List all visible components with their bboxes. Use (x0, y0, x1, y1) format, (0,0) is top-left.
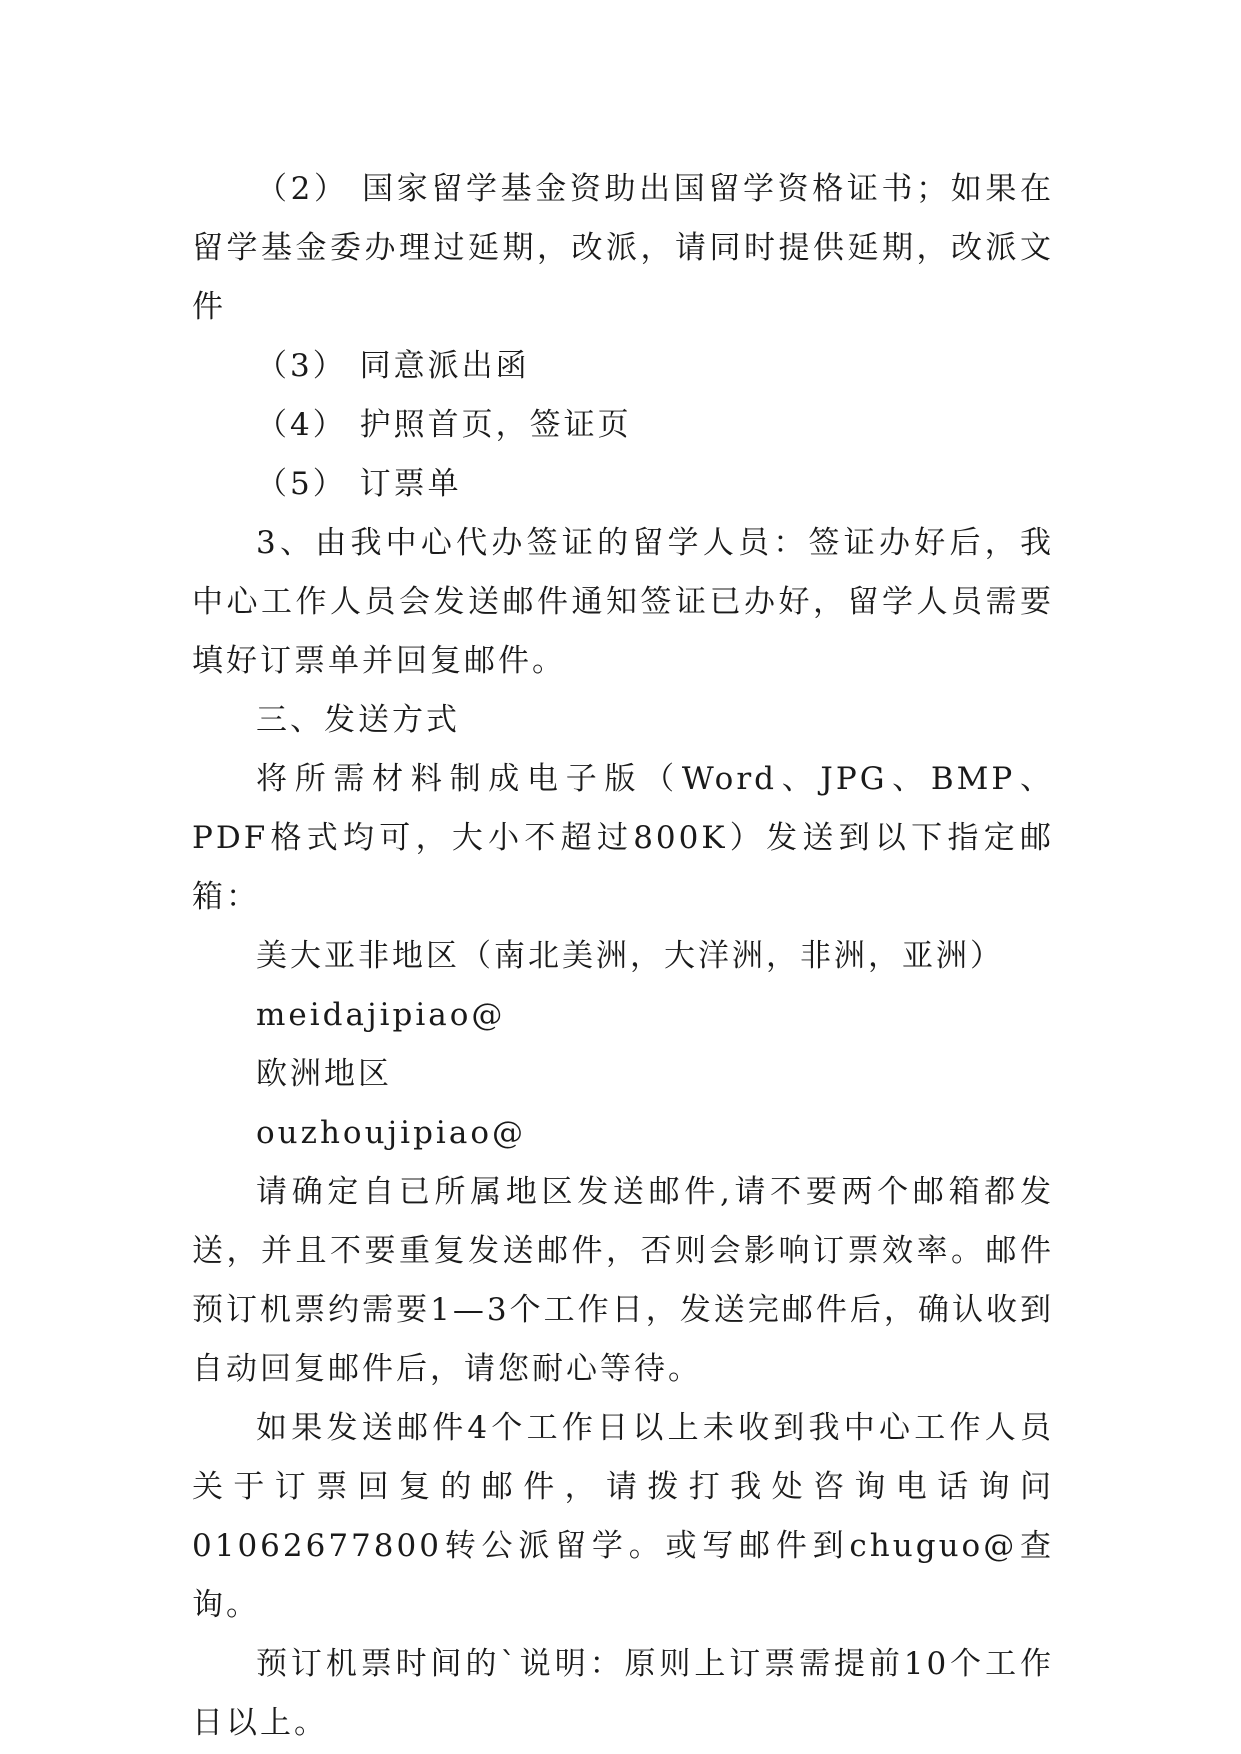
paragraph-section-3: 3、由我中心代办签证的留学人员：签证办好后，我中心工作人员会发送邮件通知签证已办好，留学人员需要填好订票单并回复邮件。 (192, 525, 1054, 679)
paragraph-instructions: 请确定自已所属地区发送邮件,请不要两个邮箱都发送，并且不要重复发送邮件，否则会影响订票效率。邮件预订机票约需要1—3个工作日，发送完邮件后，确认收到自动回复邮件后，请您耐心等待。 (192, 1174, 1054, 1387)
region-americas-asia-africa: 美大亚非地区（南北美洲，大洋洲，非洲，亚洲） (256, 938, 1004, 974)
paragraph-item-5: （5） 订票单 (256, 466, 462, 502)
paragraph-booking-time: 预订机票时间的`说明：原则上订票需提前10个工作日以上。 (192, 1646, 1054, 1741)
paragraph-item-4: （4） 护照首页，签证页 (256, 407, 632, 443)
email-meidajipiao: meidajipiao@ (256, 997, 506, 1033)
document-body (192, 160, 1054, 1753)
region-europe: 欧洲地区 (256, 1056, 392, 1092)
paragraph-item-3: （3） 同意派出函 (256, 348, 530, 384)
email-ouzhoujipiao: ouzhoujipiao@ (256, 1115, 526, 1151)
paragraph-contact: 如果发送邮件4个工作日以上未收到我中心工作人员关于订票回复的邮件，请拨打我处咨询电话询问01062677800转公派留学。或写邮件到chuguo@查询。 (192, 1410, 1054, 1623)
section-heading-send-method: 三、发送方式 (256, 702, 460, 738)
paragraph-materials: 将所需材料制成电子版（Word、JPG、BMP、PDF格式均可，大小不超过800K）发送到以下指定邮箱： (192, 761, 1054, 915)
paragraph-item-2: （2） 国家留学基金资助出国留学资格证书；如果在留学基金委办理过延期，改派，请同时提供延期，改派文件 (192, 171, 1054, 325)
